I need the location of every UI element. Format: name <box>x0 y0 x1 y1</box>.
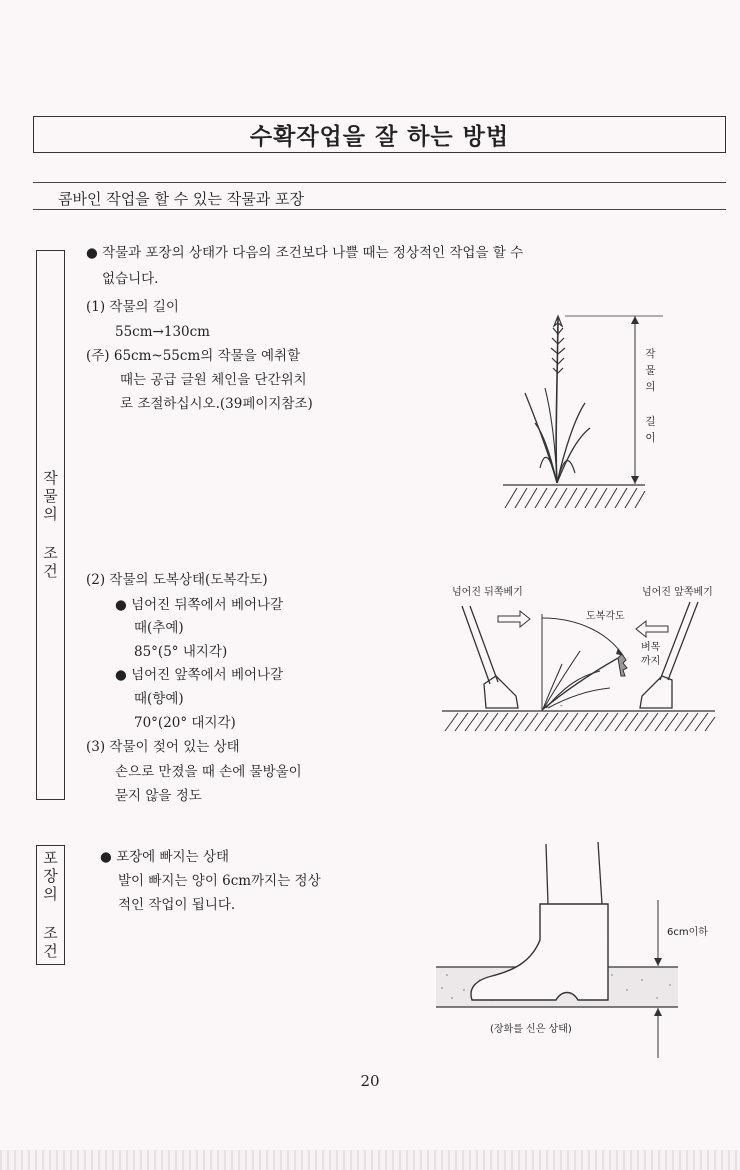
page-number: 20 <box>360 1072 380 1090</box>
item2-a-line2: 때(추예) <box>134 620 184 636</box>
svg-text:-: - <box>560 701 563 710</box>
item2-title: (2) 작물의 도복상태(도복각도) <box>86 572 268 588</box>
lodging-angle-figure <box>440 596 720 741</box>
intro-line-2: 없습니다. <box>102 271 159 287</box>
subtitle-top-rule <box>33 182 726 183</box>
item2-a-line3: 85°(5° 내지각) <box>134 644 228 660</box>
page-title: 수확작업을 잘 하는 방법 <box>33 116 726 153</box>
section-subtitle: 콤바인 작업을 할 수 있는 작물과 포장 <box>58 190 304 208</box>
field-conditions-side-label: 포장의 조건 <box>36 845 65 965</box>
item1-title: (1) 작물의 길이 <box>86 299 179 315</box>
note-line-1: (주) 65cm~55cm의 작물을 예취할 <box>86 348 301 364</box>
intro-line-1: ● 작물과 포장의 상태가 다음의 조건보다 나쁠 때는 정상적인 작업을 할 수 <box>86 245 524 261</box>
item3-line-1: 손으로 만졌을 때 손에 물방울이 <box>115 764 302 780</box>
scan-edge <box>0 1150 740 1170</box>
item2-b-line1: ● 넘어진 앞쪽에서 베어나갈 <box>115 667 284 683</box>
field-item-title: ● 포장에 빠지는 상태 <box>100 849 229 865</box>
item1-value: 55cm→130cm <box>115 324 210 340</box>
depth-limit-label: 6cm이하 <box>667 927 708 938</box>
item2-a-line1: ● 넘어진 뒤쪽에서 베어나갈 <box>115 597 284 613</box>
boot-caption: (장화를 신은 상태) <box>490 1024 572 1035</box>
crop-length-figure <box>495 308 665 513</box>
field-item-line-2: 적인 작업이 됩니다. <box>118 897 236 913</box>
field-item-line-1: 발이 빠지는 양이 6cm까지는 정상 <box>118 873 321 889</box>
lodged-front-cut-label: 넘어진 앞쪽베기 <box>642 587 713 598</box>
note-line-3: 로 조절하십시오.(39페이지참조) <box>120 396 313 412</box>
crop-length-label: 작물의 길이 <box>644 348 656 449</box>
ear-label-line1: 벼목 <box>641 642 661 653</box>
lodged-back-cut-label: 넘어진 뒤쪽베기 <box>452 587 523 598</box>
item2-b-line2: 때(향예) <box>134 691 184 707</box>
crop-conditions-side-label: 작물의 조건 <box>36 250 65 800</box>
note-line-2: 때는 공급 글원 체인을 단간위치 <box>120 372 307 388</box>
ear-label-line2: 까지 <box>641 656 661 667</box>
item3-line-2: 묻지 않을 정도 <box>115 788 202 804</box>
item3-title: (3) 작물이 젖어 있는 상태 <box>86 739 240 755</box>
subtitle-bottom-rule <box>33 209 726 210</box>
lodging-angle-label: 도복각도 <box>586 611 625 622</box>
item2-b-line3: 70°(20° 대지각) <box>134 715 236 731</box>
